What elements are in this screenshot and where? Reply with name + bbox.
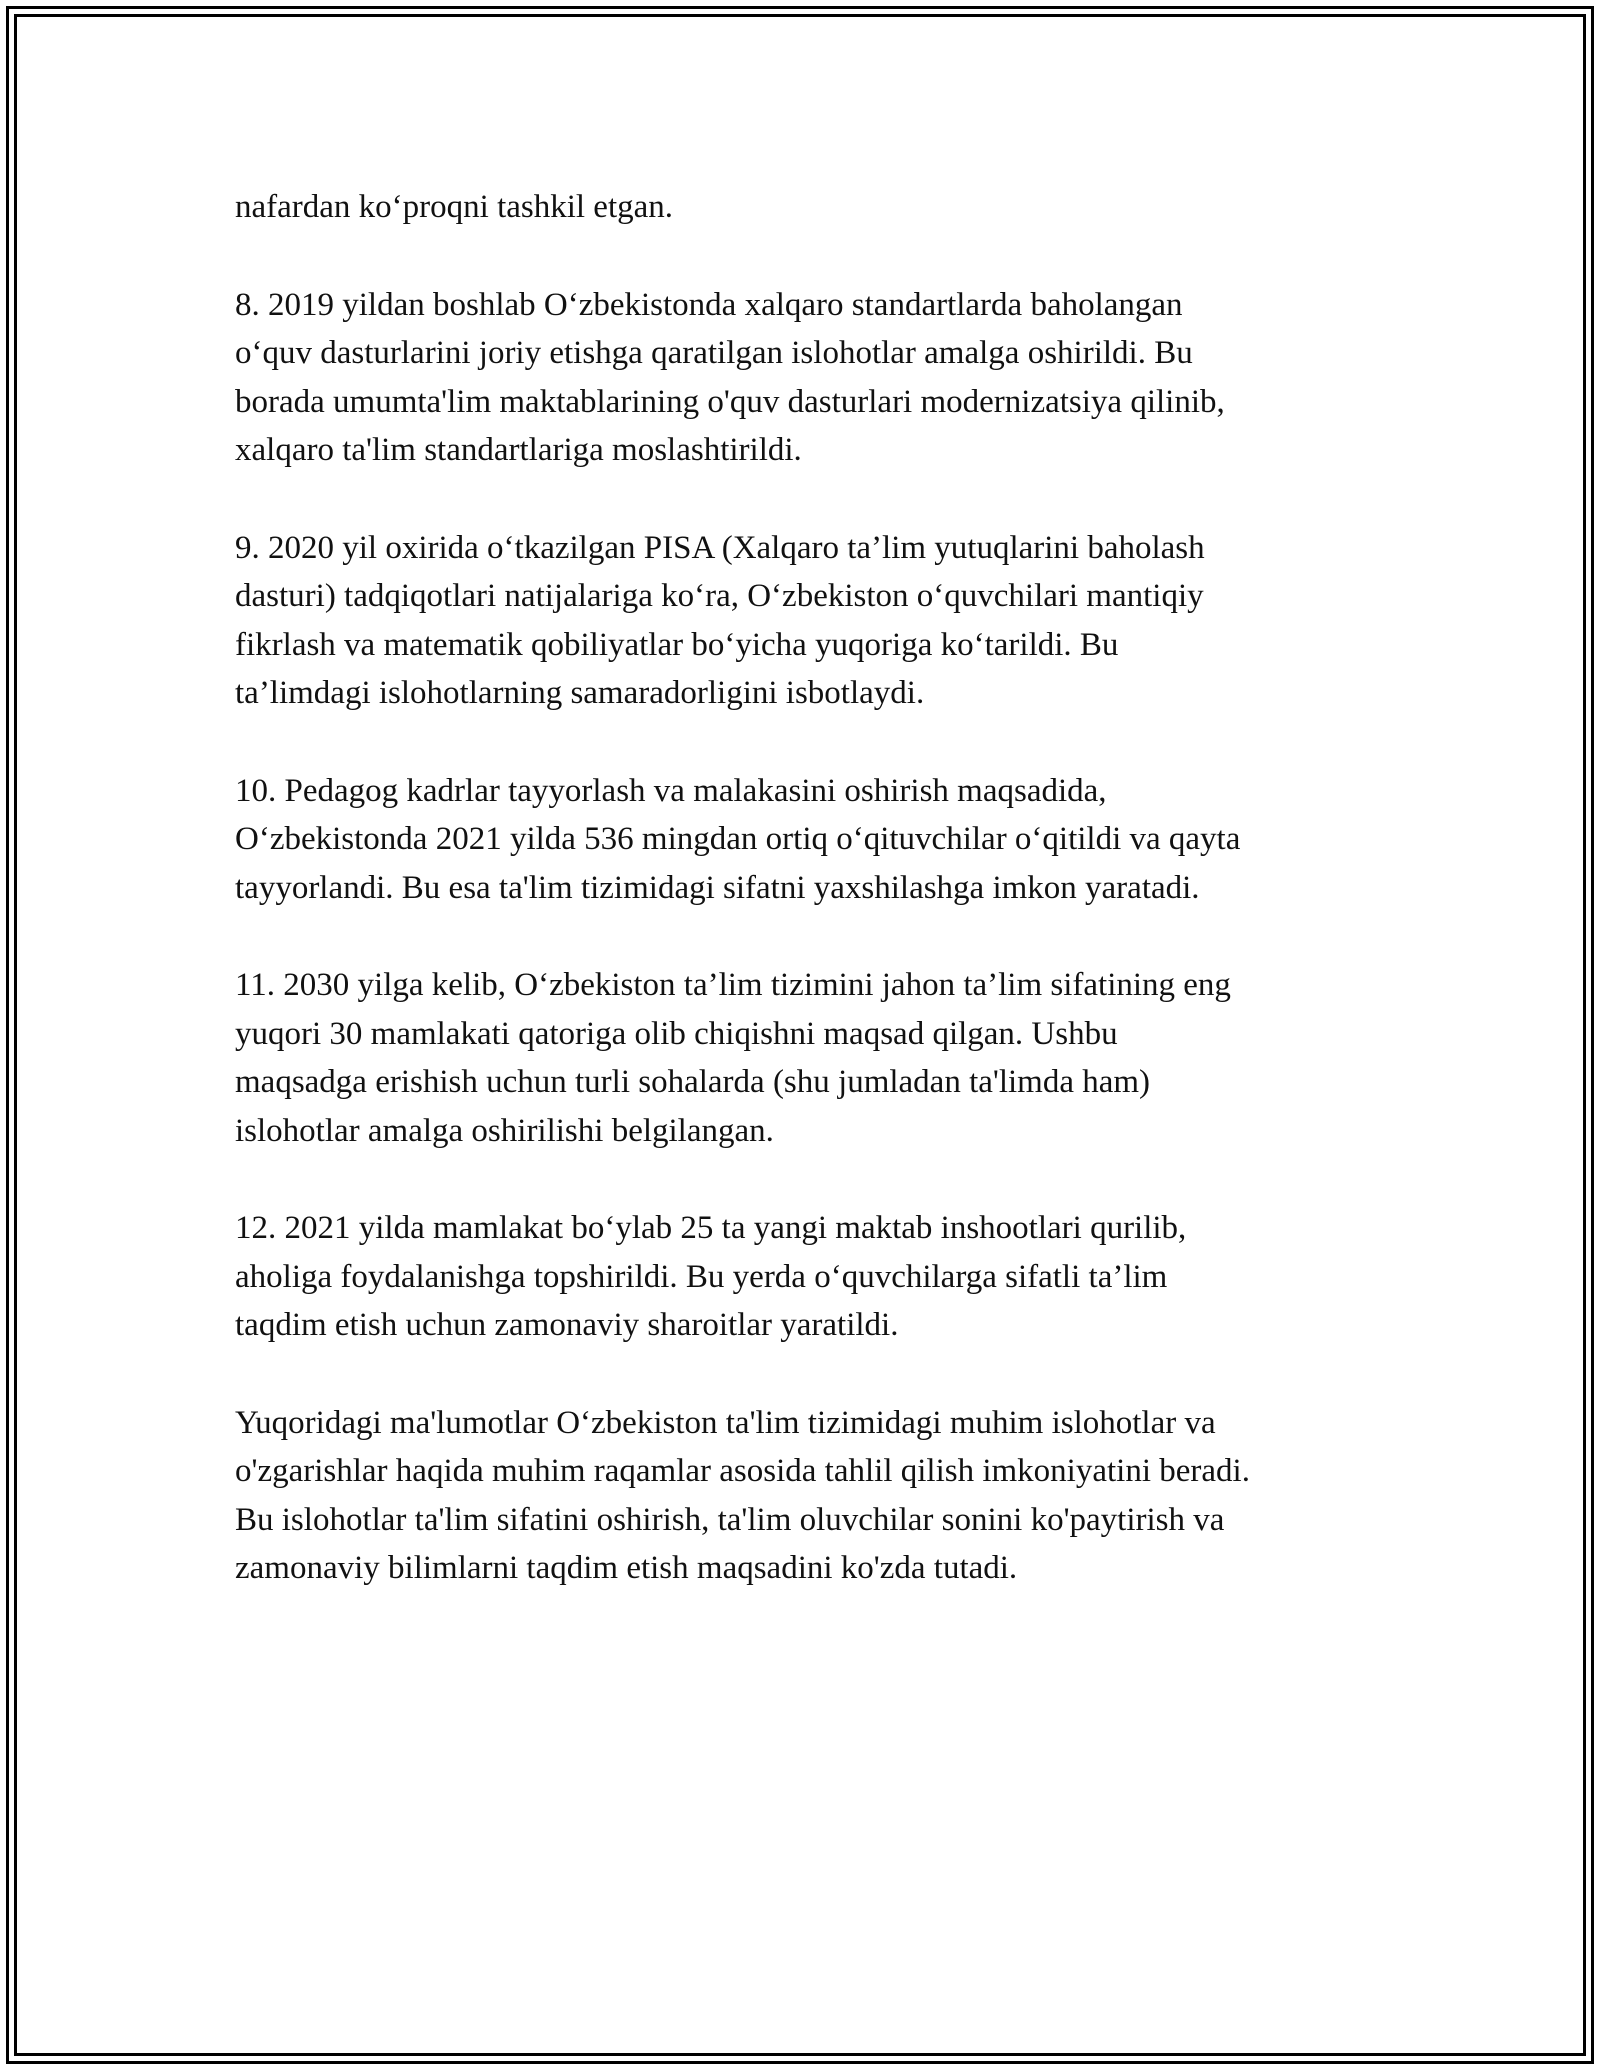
text-line: oʻquv dasturlarini joriy etishga qaratilgan islohotlar amalga oshirildi. Bu [235, 335, 1193, 371]
text-line: Oʻzbekistonda 2021 yilda 536 mingdan ortiq oʻqituvchilar oʻqitildi va qayta [235, 821, 1241, 857]
text-line: aholiga foydalanishga topshirildi. Bu yerda oʻquvchilarga sifatli ta’lim [235, 1258, 1168, 1295]
text-line: yuqori 30 mamlakati qatoriga olib chiqishni maqsad qilgan. Ushbu [235, 1015, 1118, 1052]
text-line: 12. 2021 yilda mamlakat boʻylab 25 ta yangi maktab inshootlari qurilib, [235, 1210, 1187, 1246]
text-line: zamonaviy bilimlarni taqdim etish maqsadini ko'zda tutadi. [235, 1550, 1018, 1586]
text-line: taqdim etish uchun zamonaviy sharoitlar yaratildi. [235, 1307, 899, 1343]
text-line: dasturi) tadqiqotlari natijalariga koʻra, Oʻzbekiston oʻquvchilari mantiqiy [235, 578, 1204, 614]
text-line: islohotlar amalga oshirilishi belgilangan. [235, 1112, 774, 1149]
text-line: tayyorlandi. Bu esa ta'lim tizimidagi sifatni yaxshilashga imkon yaratadi. [235, 869, 1200, 906]
text-line: fikrlash va matematik qobiliyatlar boʻyicha yuqoriga koʻtarildi. Bu [235, 626, 1119, 663]
text-line: borada umumta'lim maktablarining o'quv dasturlari modernizatsiya qilinib, [235, 383, 1225, 420]
text-line: 9. 2020 yil oxirida oʻtkazilgan PISA (Xalqaro ta’lim yutuqlarini baholash [235, 529, 1205, 566]
text-line: 10. Pedagog kadrlar tayyorlash va malakasini oshirish maqsadida, [235, 772, 1107, 809]
text-line: 11. 2030 yilga kelib, Oʻzbekiston ta’lim tizimini jahon ta’lim sifatining eng [235, 967, 1231, 1003]
text-line: ta’limdagi islohotlarning samaradorligini isbotlaydi. [235, 675, 925, 711]
paragraph-conclusion [235, 1399, 1375, 1593]
text-line: 8. 2019 yildan boshlab Oʻzbekistonda xalqaro standartlarda baholangan [235, 286, 1183, 323]
paragraph-item-8 [235, 281, 1375, 475]
text-line: Yuqoridagi ma'lumotlar Oʻzbekiston ta'lim tizimidagi muhim islohotlar va [235, 1404, 1216, 1441]
paragraph-item-11 [235, 961, 1375, 1155]
document-body [235, 183, 1375, 1642]
text-line: maqsadga erishish uchun turli sohalarda (shu jumladan ta'limda ham) [235, 1064, 1151, 1100]
text-line: Bu islohotlar ta'lim sifatini oshirish, ta'lim oluvchilar sonini ko'paytirish va [235, 1501, 1225, 1538]
paragraph-item-12 [235, 1204, 1375, 1350]
text-line: xalqaro ta'lim standartlariga moslashtirildi. [235, 432, 802, 468]
paragraph-item-10 [235, 767, 1375, 913]
text-line: nafardan koʻproqni tashkil etgan. [235, 189, 674, 225]
text-line: o'zgarishlar haqida muhim raqamlar asosida tahlil qilish imkoniyatini beradi. [235, 1453, 1250, 1489]
paragraph-continuation [235, 183, 1375, 232]
paragraph-item-9 [235, 524, 1375, 718]
